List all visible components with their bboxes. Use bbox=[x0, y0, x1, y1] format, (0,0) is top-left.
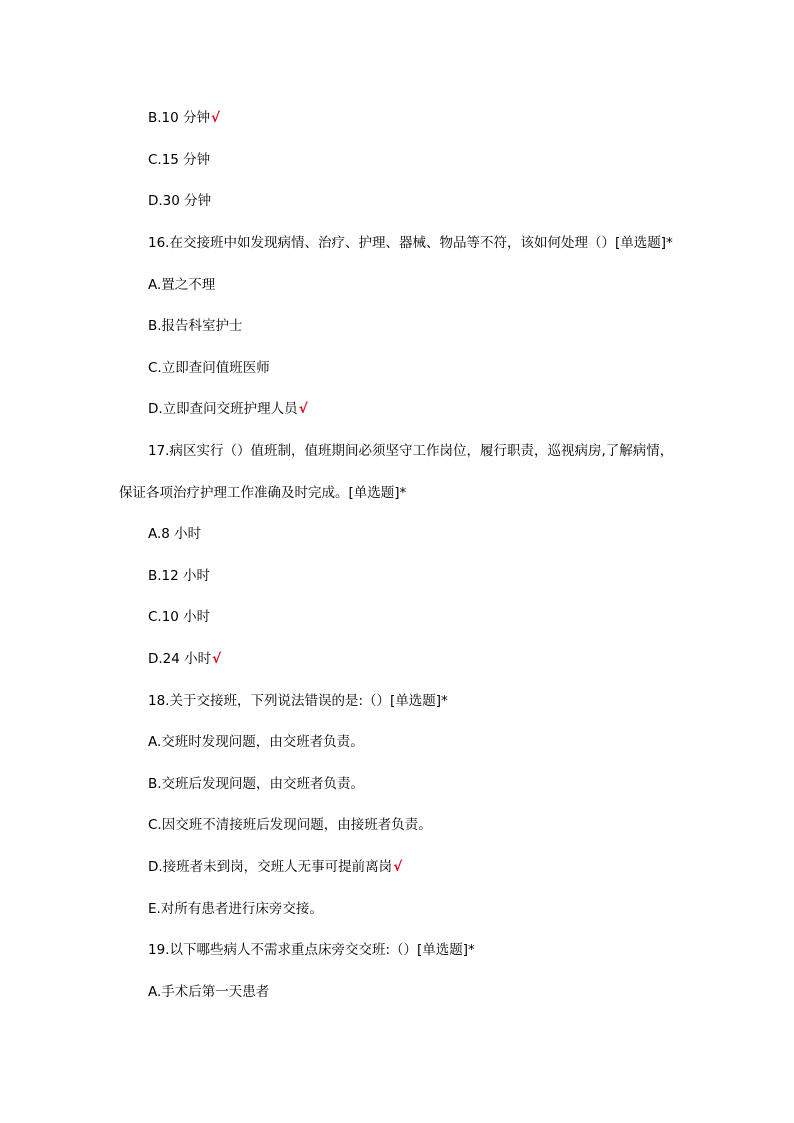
option-line bbox=[148, 525, 201, 543]
option-line bbox=[148, 567, 210, 585]
line-text: 保证各项治疗护理工作准确及时完成。[单选题]* bbox=[119, 485, 407, 501]
line-text: 16.在交接班中如发现病情、治疗、护理、器械、物品等不符，该如何处理（）[单选题]* bbox=[148, 235, 673, 251]
line-text: D.24 小时 bbox=[148, 651, 212, 667]
option-line bbox=[148, 858, 402, 876]
line-text: 19.以下哪些病人不需求重点床旁交交班:（）[单选题]* bbox=[148, 942, 475, 958]
line-text: B.10 分钟 bbox=[148, 110, 211, 126]
question-line bbox=[148, 442, 673, 460]
option-line bbox=[148, 400, 308, 418]
line-text: D.立即查问交班护理人员 bbox=[148, 401, 298, 417]
line-text: D.接班者未到岗，交班人无事可提前离岗 bbox=[148, 859, 393, 875]
line-text: A.手术后第一天患者 bbox=[148, 984, 270, 1000]
question-line bbox=[148, 234, 673, 252]
line-text: D.30 分钟 bbox=[148, 193, 212, 209]
line-text: C.因交班不清接班后发现问题，由接班者负责。 bbox=[148, 817, 432, 833]
option-line bbox=[148, 900, 323, 918]
option-line bbox=[148, 359, 270, 377]
line-text: C.15 分钟 bbox=[148, 152, 211, 168]
option-line bbox=[148, 733, 364, 751]
option-line bbox=[148, 151, 210, 169]
line-text: 17.病区实行（）值班制，值班期间必须坚守工作岗位，履行职责，巡视病房,了解病情， bbox=[148, 443, 674, 459]
line-text: E.对所有患者进行床旁交接。 bbox=[148, 901, 323, 917]
option-line bbox=[148, 608, 210, 626]
checkmark-icon: √ bbox=[212, 651, 222, 667]
option-line bbox=[148, 317, 243, 335]
option-line bbox=[148, 983, 269, 1001]
line-text: C.立即查问值班医师 bbox=[148, 360, 270, 376]
line-text: B.交班后发现问题，由交班者负责。 bbox=[148, 776, 365, 792]
option-line bbox=[148, 816, 432, 834]
line-text: A.8 小时 bbox=[148, 526, 202, 542]
line-text: A.交班时发现问题，由交班者负责。 bbox=[148, 734, 364, 750]
option-line bbox=[148, 276, 215, 294]
line-text: A.置之不理 bbox=[148, 277, 216, 293]
checkmark-icon: √ bbox=[211, 110, 221, 126]
option-line bbox=[148, 109, 220, 127]
line-text: B.12 小时 bbox=[148, 568, 211, 584]
question-line bbox=[148, 941, 475, 959]
option-line bbox=[148, 192, 211, 210]
line-text: B.报告科室护士 bbox=[148, 318, 243, 334]
checkmark-icon: √ bbox=[393, 859, 403, 875]
line-text: C.10 小时 bbox=[148, 609, 211, 625]
checkmark-icon: √ bbox=[298, 401, 308, 417]
question-line-continuation bbox=[119, 484, 406, 502]
option-line bbox=[148, 650, 221, 668]
question-line bbox=[148, 692, 448, 710]
option-line bbox=[148, 775, 364, 793]
line-text: 18.关于交接班，下列说法错误的是:（）[单选题]* bbox=[148, 693, 448, 709]
